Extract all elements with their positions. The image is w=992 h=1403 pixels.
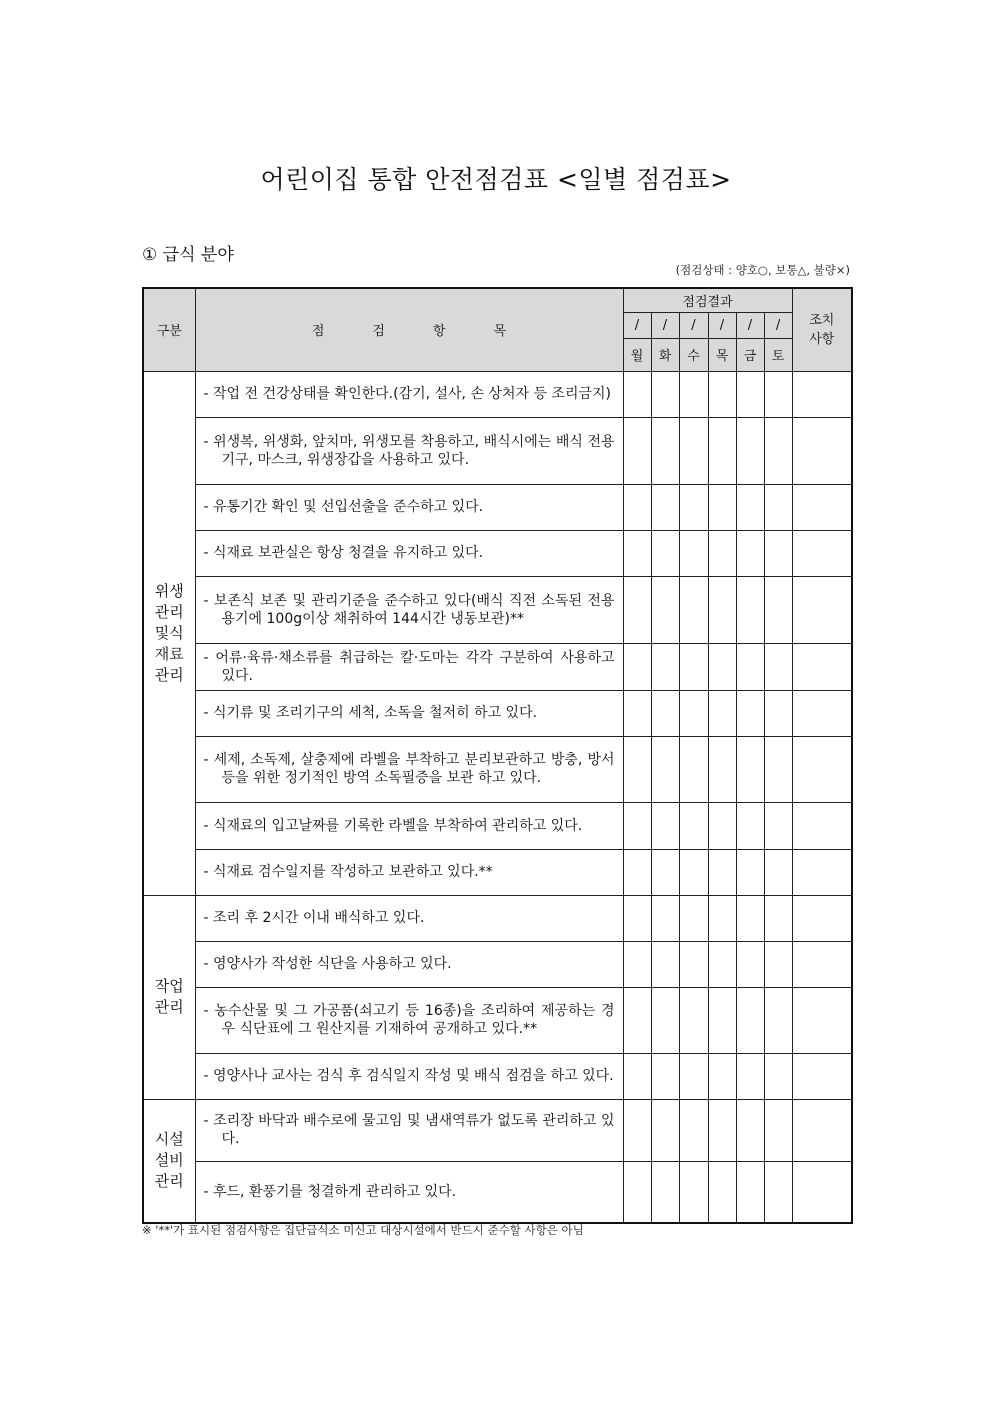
- check-item: - 유통기간 확인 및 선입선출을 준수하고 있다.: [195, 484, 623, 530]
- date-slot-3: /: [679, 312, 708, 338]
- header-category: 구분: [143, 288, 195, 371]
- table-row: [143, 530, 852, 576]
- result-cell[interactable]: [679, 1161, 708, 1223]
- table-row: [143, 1161, 852, 1223]
- header-results: 점검결과: [623, 288, 792, 312]
- check-item: - 세제, 소독제, 살충제에 라벨을 부착하고 분리보관하고 방충, 방서 등을 위한 정기적인 방역 소독필증을 보관 하고 있다.: [195, 736, 623, 802]
- day-header: 토: [764, 338, 792, 371]
- result-cell[interactable]: [679, 849, 708, 895]
- result-cell[interactable]: [736, 371, 764, 417]
- table-row: [143, 987, 852, 1053]
- result-cell[interactable]: [651, 1161, 679, 1223]
- action-cell[interactable]: [792, 802, 852, 849]
- day-header: 화: [651, 338, 679, 371]
- result-cell[interactable]: [679, 690, 708, 736]
- action-cell[interactable]: [792, 417, 852, 484]
- result-cell[interactable]: [651, 849, 679, 895]
- action-cell[interactable]: [792, 895, 852, 941]
- table-row: [143, 643, 852, 690]
- category-cell: 시설설비관리: [143, 1099, 195, 1223]
- result-cell[interactable]: [623, 987, 651, 1053]
- result-cell[interactable]: [623, 849, 651, 895]
- result-cell[interactable]: [651, 484, 679, 530]
- result-cell[interactable]: [764, 987, 792, 1053]
- result-cell[interactable]: [708, 576, 736, 643]
- result-cell[interactable]: [651, 987, 679, 1053]
- check-item: - 보존식 보존 및 관리기준을 준수하고 있다(배식 직전 소독된 전용용기에 100g이상 채취하여 144시간 냉동보관)**: [195, 576, 623, 643]
- result-cell[interactable]: [651, 417, 679, 484]
- result-cell[interactable]: [736, 802, 764, 849]
- action-cell[interactable]: [792, 941, 852, 987]
- result-cell[interactable]: [736, 1053, 764, 1099]
- result-cell[interactable]: [708, 895, 736, 941]
- result-cell[interactable]: [736, 1099, 764, 1161]
- result-cell[interactable]: [623, 895, 651, 941]
- result-cell[interactable]: [623, 690, 651, 736]
- result-cell[interactable]: [651, 643, 679, 690]
- check-item: - 후드, 환풍기를 청결하게 관리하고 있다.: [195, 1161, 623, 1223]
- result-cell[interactable]: [623, 1053, 651, 1099]
- result-cell[interactable]: [764, 417, 792, 484]
- result-cell[interactable]: [708, 802, 736, 849]
- result-cell[interactable]: [736, 690, 764, 736]
- footnote: ※ '**'가 표시된 점검사항은 집단급식소 미신고 대상시설에서 반드시 준수할 사항은 아님: [142, 1223, 584, 1237]
- action-cell[interactable]: [792, 849, 852, 895]
- result-cell[interactable]: [651, 736, 679, 802]
- result-cell[interactable]: [736, 987, 764, 1053]
- date-slot-6: /: [764, 312, 792, 338]
- result-cell[interactable]: [764, 371, 792, 417]
- date-slot-1: /: [623, 312, 651, 338]
- date-slot-2: /: [651, 312, 679, 338]
- action-cell[interactable]: [792, 484, 852, 530]
- result-cell[interactable]: [679, 417, 708, 484]
- result-cell[interactable]: [708, 1053, 736, 1099]
- check-item: - 영양사나 교사는 검식 후 검식일지 작성 및 배식 점검을 하고 있다.: [195, 1053, 623, 1099]
- result-cell[interactable]: [708, 643, 736, 690]
- result-cell[interactable]: [623, 1099, 651, 1161]
- check-item: - 식재료의 입고날짜를 기록한 라벨을 부착하여 관리하고 있다.: [195, 802, 623, 849]
- result-cell[interactable]: [708, 736, 736, 802]
- result-cell[interactable]: [651, 530, 679, 576]
- check-item: - 어류·육류·채소류를 취급하는 칼·도마는 각각 구분하여 사용하고 있다.: [195, 643, 623, 690]
- result-cell[interactable]: [651, 1099, 679, 1161]
- result-cell[interactable]: [708, 530, 736, 576]
- checklist-table: [142, 287, 853, 1224]
- result-cell[interactable]: [679, 941, 708, 987]
- table-row: [143, 736, 852, 802]
- result-cell[interactable]: [651, 690, 679, 736]
- result-cell[interactable]: [708, 371, 736, 417]
- result-cell[interactable]: [679, 1053, 708, 1099]
- action-cell[interactable]: [792, 643, 852, 690]
- result-cell[interactable]: [708, 690, 736, 736]
- action-cell[interactable]: [792, 1099, 852, 1161]
- result-cell[interactable]: [679, 576, 708, 643]
- result-cell[interactable]: [764, 1099, 792, 1161]
- category-cell: 위생관리및식재료관리: [143, 371, 195, 895]
- table-row: [143, 1053, 852, 1099]
- check-item: - 조리 후 2시간 이내 배식하고 있다.: [195, 895, 623, 941]
- table-row: [143, 849, 852, 895]
- result-cell[interactable]: [623, 530, 651, 576]
- check-item: - 위생복, 위생화, 앞치마, 위생모를 착용하고, 배식시에는 배식 전용기구, 마스크, 위생장갑을 사용하고 있다.: [195, 417, 623, 484]
- category-cell: 작업관리: [143, 895, 195, 1099]
- result-cell[interactable]: [623, 371, 651, 417]
- result-cell[interactable]: [623, 643, 651, 690]
- check-item: - 식기류 및 조리기구의 세척, 소독을 철저히 하고 있다.: [195, 690, 623, 736]
- day-header: 목: [708, 338, 736, 371]
- result-cell[interactable]: [623, 1161, 651, 1223]
- table-row: [143, 417, 852, 484]
- day-header: 수: [679, 338, 708, 371]
- check-item: - 조리장 바닥과 배수로에 물고임 및 냄새역류가 없도록 관리하고 있다.: [195, 1099, 623, 1161]
- header-action: 조치사항: [792, 288, 852, 371]
- table-row: [143, 802, 852, 849]
- action-cell[interactable]: [792, 576, 852, 643]
- action-cell[interactable]: [792, 371, 852, 417]
- result-cell[interactable]: [764, 802, 792, 849]
- result-cell[interactable]: [623, 802, 651, 849]
- result-cell[interactable]: [764, 643, 792, 690]
- section-title: ① 급식 분야: [142, 245, 234, 265]
- result-cell[interactable]: [708, 849, 736, 895]
- result-cell[interactable]: [651, 802, 679, 849]
- result-cell[interactable]: [651, 576, 679, 643]
- result-cell[interactable]: [708, 941, 736, 987]
- result-cell[interactable]: [708, 484, 736, 530]
- date-slot-4: /: [708, 312, 736, 338]
- result-cell[interactable]: [651, 371, 679, 417]
- table-row: [143, 371, 852, 417]
- result-cell[interactable]: [708, 417, 736, 484]
- result-cell[interactable]: [736, 736, 764, 802]
- table-row: [143, 576, 852, 643]
- result-cell[interactable]: [736, 895, 764, 941]
- result-cell[interactable]: [679, 895, 708, 941]
- result-cell[interactable]: [623, 484, 651, 530]
- action-cell[interactable]: [792, 987, 852, 1053]
- result-cell[interactable]: [764, 736, 792, 802]
- result-cell[interactable]: [708, 987, 736, 1053]
- check-item: - 식재료 보관실은 항상 청결을 유지하고 있다.: [195, 530, 623, 576]
- result-cell[interactable]: [679, 484, 708, 530]
- result-cell[interactable]: [736, 417, 764, 484]
- result-cell[interactable]: [679, 1099, 708, 1161]
- result-cell[interactable]: [679, 987, 708, 1053]
- result-cell[interactable]: [736, 576, 764, 643]
- action-cell[interactable]: [792, 690, 852, 736]
- status-legend: (점검상태 : 양호○, 보통△, 불량×): [675, 263, 850, 277]
- result-cell[interactable]: [764, 530, 792, 576]
- result-cell[interactable]: [679, 530, 708, 576]
- result-cell[interactable]: [764, 690, 792, 736]
- result-cell[interactable]: [651, 1053, 679, 1099]
- day-header: 월: [623, 338, 651, 371]
- result-cell[interactable]: [764, 1161, 792, 1223]
- check-item: - 농수산물 및 그 가공품(쇠고기 등 16종)을 조리하여 제공하는 경우 식단표에 그 원산지를 기재하여 공개하고 있다.**: [195, 987, 623, 1053]
- result-cell[interactable]: [736, 849, 764, 895]
- action-cell[interactable]: [792, 530, 852, 576]
- result-cell[interactable]: [736, 484, 764, 530]
- result-cell[interactable]: [736, 941, 764, 987]
- result-cell[interactable]: [764, 849, 792, 895]
- table-row: [143, 941, 852, 987]
- page-title: 어린이집 통합 안전점검표 <일별 점검표>: [260, 165, 732, 194]
- table-row: [143, 1099, 852, 1161]
- result-cell[interactable]: [764, 484, 792, 530]
- table-row: [143, 484, 852, 530]
- result-cell[interactable]: [708, 1099, 736, 1161]
- header-items: 점검항목: [195, 288, 623, 371]
- action-cell[interactable]: [792, 736, 852, 802]
- check-item: - 식재료 검수일지를 작성하고 보관하고 있다.**: [195, 849, 623, 895]
- day-header: 금: [736, 338, 764, 371]
- result-cell[interactable]: [623, 417, 651, 484]
- table-row: [143, 690, 852, 736]
- result-cell[interactable]: [623, 736, 651, 802]
- result-cell[interactable]: [736, 643, 764, 690]
- result-cell[interactable]: [679, 802, 708, 849]
- date-slot-5: /: [736, 312, 764, 338]
- result-cell[interactable]: [708, 1161, 736, 1223]
- result-cell[interactable]: [651, 895, 679, 941]
- result-cell[interactable]: [764, 576, 792, 643]
- result-cell[interactable]: [736, 1161, 764, 1223]
- result-cell[interactable]: [679, 371, 708, 417]
- result-cell[interactable]: [764, 1053, 792, 1099]
- result-cell[interactable]: [736, 530, 764, 576]
- check-item: - 영양사가 작성한 식단을 사용하고 있다.: [195, 941, 623, 987]
- check-item: - 작업 전 건강상태를 확인한다.(감기, 설사, 손 상처자 등 조리금지): [195, 371, 623, 417]
- result-cell[interactable]: [764, 895, 792, 941]
- action-cell[interactable]: [792, 1161, 852, 1223]
- result-cell[interactable]: [623, 576, 651, 643]
- result-cell[interactable]: [679, 736, 708, 802]
- result-cell[interactable]: [764, 941, 792, 987]
- result-cell[interactable]: [651, 941, 679, 987]
- action-cell[interactable]: [792, 1053, 852, 1099]
- table-row: [143, 895, 852, 941]
- result-cell[interactable]: [679, 643, 708, 690]
- result-cell[interactable]: [623, 941, 651, 987]
